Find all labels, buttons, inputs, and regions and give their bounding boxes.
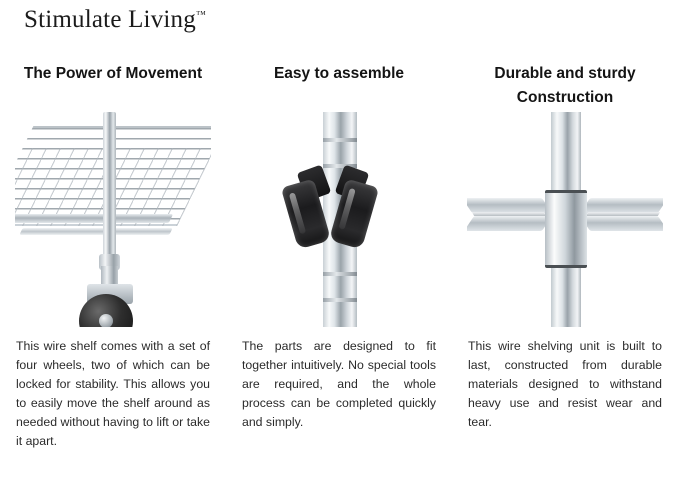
post-groove (323, 272, 357, 276)
shelf-frame-arm-left-lower (467, 216, 552, 231)
feature-title: Durable and sturdy Construction (494, 65, 636, 107)
shelf-caster-wheel-photo (15, 112, 211, 327)
feature-column-durability (452, 62, 678, 451)
feature-body: This wire shelving unit is built to last, constructed from durable materials designed to withstand heavy use and resist wear and tear. (468, 339, 662, 430)
post-groove (323, 298, 357, 302)
chrome-post (103, 112, 116, 260)
feature-columns (0, 62, 679, 451)
shelf-lower-edge (19, 228, 172, 235)
caster-wheel-hub (99, 314, 113, 327)
feature-column-assembly (226, 62, 452, 451)
post-split-sleeve-connectors-photo (241, 112, 437, 327)
feature-title: The Power of Movement (23, 65, 203, 82)
trademark-symbol: ™ (195, 9, 206, 21)
shelf-front-edge (15, 214, 173, 223)
post-collar-sleeve (545, 190, 587, 268)
post-groove (323, 138, 357, 142)
sleeve-highlight (289, 192, 306, 234)
feature-body: This wire shelf comes with a set of four wheels, two of which can be locked for stability. This allows you to easily move the shelf around as needed without having to lift or take it apart. (16, 339, 210, 449)
feature-title: Easy to assemble (273, 65, 405, 82)
feature-column-movement (0, 62, 226, 451)
shelf-frame-arm-left-upper (467, 198, 552, 213)
brand-wordmark (24, 6, 206, 34)
sleeve-highlight (338, 188, 355, 230)
shelf-frame-arm-right-lower (580, 216, 663, 231)
feature-body: The parts are designed to fit together intuitively. No special tools are required, and the whole process can be completed quickly and simply. (242, 339, 436, 430)
brand-name: Stimulate Living (24, 6, 196, 33)
post-collar-shelf-frame-photo (467, 112, 663, 327)
shelf-frame-arm-right-upper (580, 198, 663, 213)
